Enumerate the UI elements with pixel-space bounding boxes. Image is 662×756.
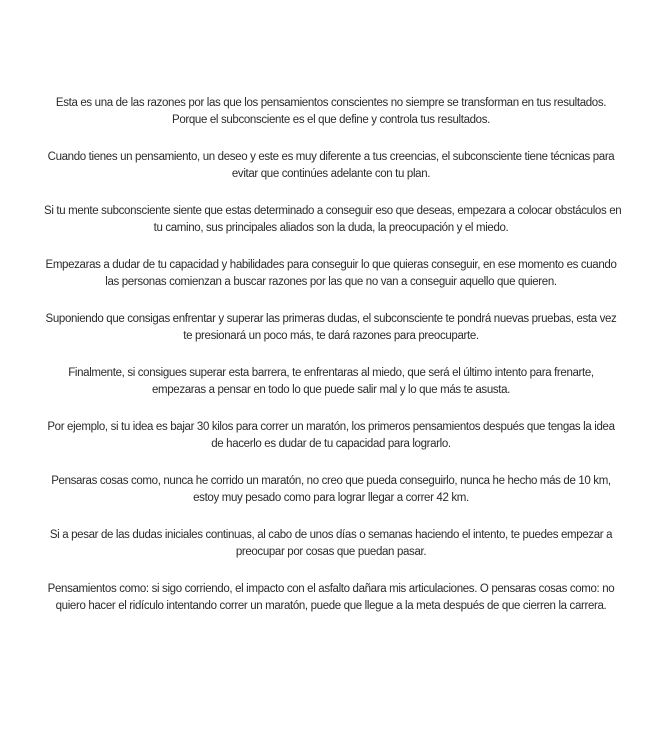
paragraph-line: Pensaras cosas como, nunca he corrido un maratón, no creo que pueda conseguirlo, nunca he hecho más de 10 km,	[51, 475, 611, 487]
paragraph-line: te presionará un poco más, te dará razones para preocuparte.	[183, 330, 479, 342]
paragraph-line: tu camino, sus principales aliados son la duda, la preocupación y el miedo.	[153, 222, 509, 234]
paragraph-line: preocupar por cosas que puedan pasar.	[235, 546, 427, 558]
paragraph-6	[44, 365, 618, 399]
paragraph-line: estoy muy pesado como para lograr llegar a correr 42 km.	[193, 492, 469, 504]
paragraph-line: Por ejemplo, si tu idea es bajar 30 kilos para correr un maratón, los primeros pensamientos después que tengas la idea	[47, 421, 615, 433]
paragraph-line: Esta es una de las razones por las que los pensamientos conscientes no siempre se transforman en tus resultados.	[55, 97, 607, 109]
paragraph-line: Porque el subconsciente es el que define y controla tus resultados.	[172, 114, 490, 126]
paragraph-line: Si tu mente subconsciente siente que estas determinado a conseguir eso que deseas, empezara a colocar obstáculos en	[44, 205, 622, 217]
paragraph-line: Finalmente, si consigues superar esta barrera, te enfrentaras al miedo, que será el último intento para frenarte,	[68, 367, 594, 379]
paragraph-line: de hacerlo es dudar de tu capacidad para lograrlo.	[211, 438, 451, 450]
document-body	[44, 95, 622, 635]
paragraph-line: Cuando tienes un pensamiento, un deseo y este es muy diferente a tus creencias, el subconsciente tiene técnicas para	[47, 151, 615, 163]
paragraph-line: evitar que continúes adelante con tu plan.	[231, 168, 431, 180]
paragraph-line: Suponiendo que consigas enfrentar y superar las primeras dudas, el subconsciente te pondrá nuevas pruebas, esta vez	[45, 313, 617, 325]
paragraph-line: Pensamientos como: si sigo corriendo, el impacto con el asfalto dañara mis articulaciones. O pensaras cosas como: no	[47, 583, 615, 595]
paragraph-1	[44, 95, 618, 129]
paragraph-line: quiero hacer el ridículo intentando correr un maratón, puede que llegue a la meta después de que cierren la carrera.	[55, 600, 607, 612]
paragraph-10	[44, 581, 618, 615]
paragraph-line: Si a pesar de las dudas iniciales continuas, al cabo de unos días o semanas haciendo el intento, te puedes empezar a	[49, 529, 613, 541]
paragraph-5	[44, 311, 618, 345]
paragraph-line: empezaras a pensar en todo lo que puede salir mal y lo que más te asusta.	[151, 384, 510, 396]
paragraph-8	[44, 473, 618, 507]
paragraph-4	[44, 257, 618, 291]
paragraph-9	[44, 527, 618, 561]
paragraph-line: las personas comienzan a buscar razones por las que no van a conseguir aquello que quieren.	[105, 276, 557, 288]
paragraph-3	[44, 203, 622, 237]
paragraph-7	[44, 419, 618, 453]
paragraph-2	[44, 149, 618, 183]
paragraph-line: Empezaras a dudar de tu capacidad y habilidades para conseguir lo que quieras conseguir, en ese momento es cuando	[45, 259, 617, 271]
